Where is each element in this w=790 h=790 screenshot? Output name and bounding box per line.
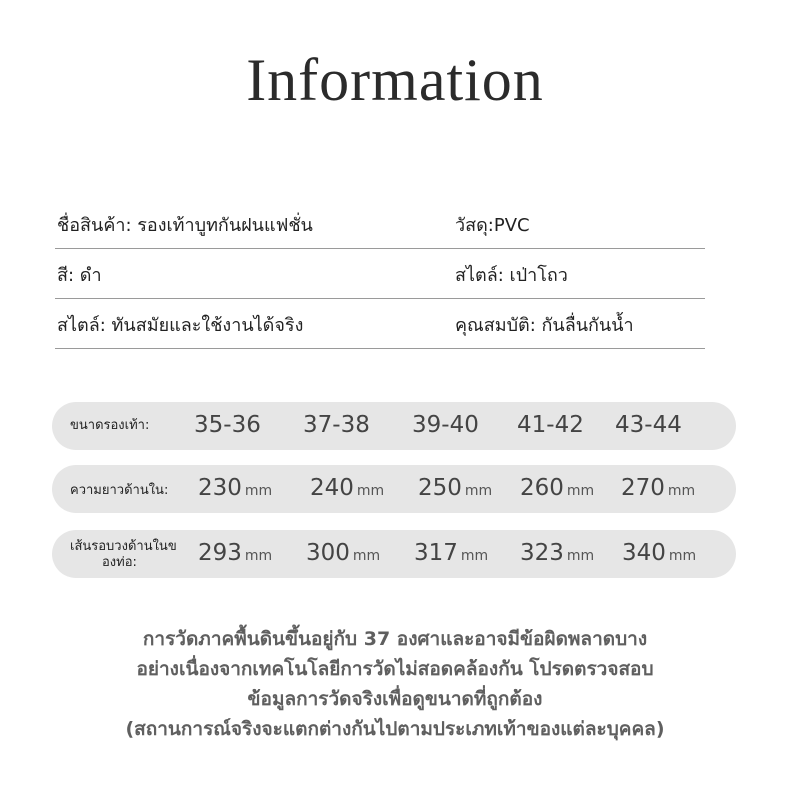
length-value: 230 mm: [198, 475, 273, 501]
note-line: (สถานการณ์จริงจะแตกต่างกันไปตามประเภทเท้าของแต่ละบุคคล): [125, 718, 665, 740]
size-row-inner-length: [52, 465, 736, 513]
circumference-value: 323 mm: [520, 540, 595, 566]
info-row-style-feature: [55, 300, 705, 349]
page-title: Information: [246, 47, 544, 113]
note-line: อย่างเนื่องจากเทคโนโลยีการวัดไม่สอดคล้องกัน โปรดตรวจสอบ: [136, 658, 654, 680]
size-value: 35-36: [194, 412, 261, 438]
length-value: 270 mm: [621, 475, 696, 501]
info-row-name-material: [55, 200, 705, 249]
circumference-value: 340 mm: [622, 540, 697, 566]
info-row-color-style: [55, 250, 705, 299]
circumference-value: 293 mm: [198, 540, 273, 566]
length-value: 260 mm: [520, 475, 595, 501]
size-row-label: ขนาดรองเท้า:: [70, 418, 150, 433]
size-row-shoe-size: [52, 402, 736, 450]
size-value: 37-38: [303, 412, 370, 438]
size-row-shaft-circumference: [52, 530, 736, 578]
color-text: สี: ดำ: [57, 265, 102, 286]
style-text: สไตล์: เป่าโถว: [455, 265, 568, 286]
note-line: การวัดภาคพื้นดินขึ้นอยู่กับ 37 องศาและอาจมีข้อผิดพลาดบาง: [142, 628, 648, 650]
length-value: 250 mm: [418, 475, 493, 501]
feature-text: คุณสมบัติ: กันลื่นกันน้ำ: [455, 315, 634, 336]
size-value: 41-42: [517, 412, 584, 438]
size-value: 39-40: [412, 412, 479, 438]
size-row-label: ความยาวด้านใน:: [70, 483, 169, 498]
circumference-value: 317 mm: [414, 540, 489, 566]
product-name-text: ชื่อสินค้า: รองเท้าบูทกันฝนแฟชั่น: [57, 215, 313, 236]
measurement-note: [0, 624, 790, 744]
circumference-value: 300 mm: [306, 540, 381, 566]
length-value: 240 mm: [310, 475, 385, 501]
note-line: ข้อมูลการวัดจริงเพื่อดูขนาดที่ถูกต้อง: [247, 688, 543, 710]
material-text: วัสดุ:PVC: [455, 215, 530, 236]
size-value: 43-44: [615, 412, 682, 438]
style-modern-text: สไตล์: ทันสมัยและใช้งานได้จริง: [57, 315, 304, 336]
size-row-label: เส้นรอบวงด้านในข องท่อ:: [70, 539, 177, 570]
